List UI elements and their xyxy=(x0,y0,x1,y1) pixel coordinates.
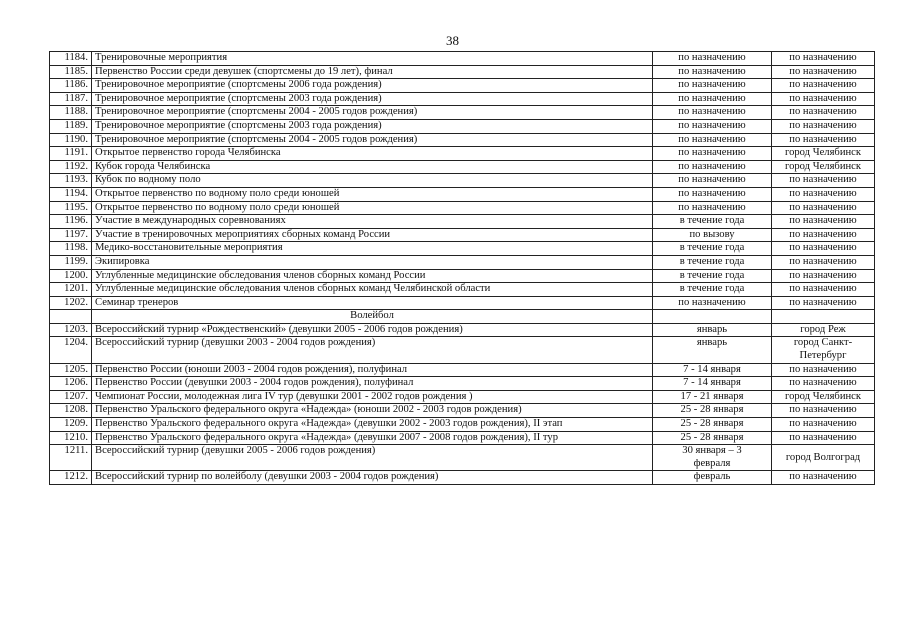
table-row xyxy=(50,255,875,269)
event-place: по назначению xyxy=(772,215,875,229)
event-date: по назначению xyxy=(653,160,772,174)
event-name: Тренировочное мероприятие (спортсмены 2003 года рождения) xyxy=(92,92,653,106)
event-date: по назначению xyxy=(653,119,772,133)
table-row xyxy=(50,133,875,147)
event-date: по назначению xyxy=(653,133,772,147)
event-name: Всероссийский турнир (девушки 2005 - 2006 годов рождения) xyxy=(92,445,653,471)
row-number: 1212. xyxy=(50,471,92,485)
event-date: 30 января – 3 февраля xyxy=(653,445,772,471)
event-date: по назначению xyxy=(653,187,772,201)
event-place: по назначению xyxy=(772,187,875,201)
event-name: Углубленные медицинские обследования членов сборных команд Челябинской области xyxy=(92,283,653,297)
table-row xyxy=(50,323,875,337)
row-number: 1201. xyxy=(50,283,92,297)
event-date: 25 - 28 января xyxy=(653,404,772,418)
table-row xyxy=(50,283,875,297)
row-number: 1209. xyxy=(50,418,92,432)
event-place: по назначению xyxy=(772,65,875,79)
event-name: Кубок по водному поло xyxy=(92,174,653,188)
event-place: город Реж xyxy=(772,323,875,337)
event-date: по назначению xyxy=(653,147,772,161)
event-date: по назначению xyxy=(653,106,772,120)
event-place: город Санкт-Петербург xyxy=(772,337,875,363)
event-name: Первенство России (юноши 2003 - 2004 годов рождения), полуфинал xyxy=(92,363,653,377)
event-place: город Челябинск xyxy=(772,390,875,404)
table-row xyxy=(50,160,875,174)
events-table-body xyxy=(50,52,875,485)
row-number: 1196. xyxy=(50,215,92,229)
event-name: Первенство Уральского федерального округа «Надежда» (девушки 2002 - 2003 годов рождения), II этап xyxy=(92,418,653,432)
section-empty-cell xyxy=(772,310,875,324)
event-date: февраль xyxy=(653,471,772,485)
event-name: Углубленные медицинские обследования членов сборных команд России xyxy=(92,269,653,283)
event-name: Открытое первенство по водному поло среди юношей xyxy=(92,187,653,201)
table-row xyxy=(50,65,875,79)
event-place: по назначению xyxy=(772,255,875,269)
event-name: Экипировка xyxy=(92,255,653,269)
table-row xyxy=(50,404,875,418)
event-name: Тренировочное мероприятие (спортсмены 2004 - 2005 годов рождения) xyxy=(92,133,653,147)
event-name: Семинар тренеров xyxy=(92,296,653,310)
page-number: 38 xyxy=(446,33,459,48)
event-place: по назначению xyxy=(772,52,875,66)
table-row xyxy=(50,390,875,404)
event-date: 7 - 14 января xyxy=(653,363,772,377)
table-row xyxy=(50,228,875,242)
event-place: по назначению xyxy=(772,119,875,133)
table-row xyxy=(50,418,875,432)
event-date: январь xyxy=(653,323,772,337)
event-date: по назначению xyxy=(653,92,772,106)
event-place: город Волгоград xyxy=(772,445,875,471)
event-name: Тренировочное мероприятие (спортсмены 2004 - 2005 годов рождения) xyxy=(92,106,653,120)
table-row xyxy=(50,363,875,377)
event-name: Тренировочное мероприятие (спортсмены 2006 года рождения) xyxy=(92,79,653,93)
event-place: город Челябинск xyxy=(772,160,875,174)
row-number: 1190. xyxy=(50,133,92,147)
event-place: по назначению xyxy=(772,201,875,215)
row-number: 1188. xyxy=(50,106,92,120)
event-place: по назначению xyxy=(772,133,875,147)
event-name: Всероссийский турнир по волейболу (девушки 2003 - 2004 годов рождения) xyxy=(92,471,653,485)
table-row xyxy=(50,337,875,363)
row-number: 1203. xyxy=(50,323,92,337)
table-row xyxy=(50,119,875,133)
event-name: Первенство Уральского федерального округа «Надежда» (девушки 2007 - 2008 годов рождения), II тур xyxy=(92,431,653,445)
row-number: 1192. xyxy=(50,160,92,174)
event-place: город Челябинск xyxy=(772,147,875,161)
row-number: 1205. xyxy=(50,363,92,377)
row-number: 1195. xyxy=(50,201,92,215)
table-row xyxy=(50,242,875,256)
event-name: Всероссийский турнир (девушки 2003 - 2004 годов рождения) xyxy=(92,337,653,363)
event-date: по назначению xyxy=(653,174,772,188)
event-place: по назначению xyxy=(772,106,875,120)
row-number: 1197. xyxy=(50,228,92,242)
event-place: по назначению xyxy=(772,471,875,485)
event-date: по назначению xyxy=(653,79,772,93)
event-date: в течение года xyxy=(653,255,772,269)
section-header-row xyxy=(50,310,875,324)
event-name: Открытое первенство города Челябинска xyxy=(92,147,653,161)
row-number: 1204. xyxy=(50,337,92,363)
table-row xyxy=(50,79,875,93)
event-name: Чемпионат России, молодежная лига IV тур (девушки 2001 - 2002 годов рождения ) xyxy=(92,390,653,404)
event-date: 25 - 28 января xyxy=(653,418,772,432)
event-name: Первенство России среди девушек (спортсмены до 19 лет), финал xyxy=(92,65,653,79)
event-place: по назначению xyxy=(772,92,875,106)
table-row xyxy=(50,106,875,120)
table-row xyxy=(50,187,875,201)
row-number: 1184. xyxy=(50,52,92,66)
event-place: по назначению xyxy=(772,377,875,391)
row-number: 1194. xyxy=(50,187,92,201)
row-number: 1207. xyxy=(50,390,92,404)
row-number: 1199. xyxy=(50,255,92,269)
event-name: Участие в международных соревнованиях xyxy=(92,215,653,229)
table-row xyxy=(50,431,875,445)
event-name: Участие в тренировочных мероприятиях сборных команд России xyxy=(92,228,653,242)
event-place: по назначению xyxy=(772,269,875,283)
event-place: по назначению xyxy=(772,404,875,418)
event-date: в течение года xyxy=(653,283,772,297)
row-number: 1187. xyxy=(50,92,92,106)
table-row xyxy=(50,377,875,391)
event-place: по назначению xyxy=(772,296,875,310)
event-place: по назначению xyxy=(772,431,875,445)
table-row xyxy=(50,147,875,161)
events-table xyxy=(49,51,875,485)
event-place: по назначению xyxy=(772,363,875,377)
section-title: Волейбол xyxy=(92,310,653,324)
event-place: по назначению xyxy=(772,242,875,256)
table-row xyxy=(50,215,875,229)
event-date: 17 - 21 января xyxy=(653,390,772,404)
event-name: Открытое первенство по водному поло среди юношей xyxy=(92,201,653,215)
table-row xyxy=(50,52,875,66)
event-date: по назначению xyxy=(653,52,772,66)
table-row xyxy=(50,201,875,215)
table-row xyxy=(50,296,875,310)
event-place: по назначению xyxy=(772,79,875,93)
event-place: по назначению xyxy=(772,228,875,242)
row-number: 1189. xyxy=(50,119,92,133)
event-name: Кубок города Челябинска xyxy=(92,160,653,174)
row-number: 1206. xyxy=(50,377,92,391)
event-date: январь xyxy=(653,337,772,363)
row-number: 1185. xyxy=(50,65,92,79)
event-name: Всероссийский турнир «Рождественский» (девушки 2005 - 2006 годов рождения) xyxy=(92,323,653,337)
row-number: 1186. xyxy=(50,79,92,93)
table-row xyxy=(50,471,875,485)
event-name: Тренировочные мероприятия xyxy=(92,52,653,66)
event-place: по назначению xyxy=(772,174,875,188)
row-number: 1210. xyxy=(50,431,92,445)
row-number: 1200. xyxy=(50,269,92,283)
table-row xyxy=(50,445,875,471)
event-date: в течение года xyxy=(653,269,772,283)
event-date: в течение года xyxy=(653,242,772,256)
event-date: по назначению xyxy=(653,65,772,79)
event-name: Первенство России (девушки 2003 - 2004 годов рождения), полуфинал xyxy=(92,377,653,391)
section-empty-cell xyxy=(50,310,92,324)
row-number: 1193. xyxy=(50,174,92,188)
event-date: по вызову xyxy=(653,228,772,242)
row-number: 1198. xyxy=(50,242,92,256)
event-name: Первенство Уральского федерального округа «Надежда» (юноши 2002 - 2003 годов рождения) xyxy=(92,404,653,418)
section-empty-cell xyxy=(653,310,772,324)
row-number: 1208. xyxy=(50,404,92,418)
row-number: 1202. xyxy=(50,296,92,310)
event-date: по назначению xyxy=(653,201,772,215)
event-place: по назначению xyxy=(772,283,875,297)
event-name: Медико-восстановительные мероприятия xyxy=(92,242,653,256)
table-row xyxy=(50,269,875,283)
event-date: в течение года xyxy=(653,215,772,229)
table-row xyxy=(50,174,875,188)
row-number: 1211. xyxy=(50,445,92,471)
event-date: 7 - 14 января xyxy=(653,377,772,391)
event-date: по назначению xyxy=(653,296,772,310)
event-name: Тренировочное мероприятие (спортсмены 2003 года рождения) xyxy=(92,119,653,133)
row-number: 1191. xyxy=(50,147,92,161)
event-place: по назначению xyxy=(772,418,875,432)
event-date: 25 - 28 января xyxy=(653,431,772,445)
table-row xyxy=(50,92,875,106)
